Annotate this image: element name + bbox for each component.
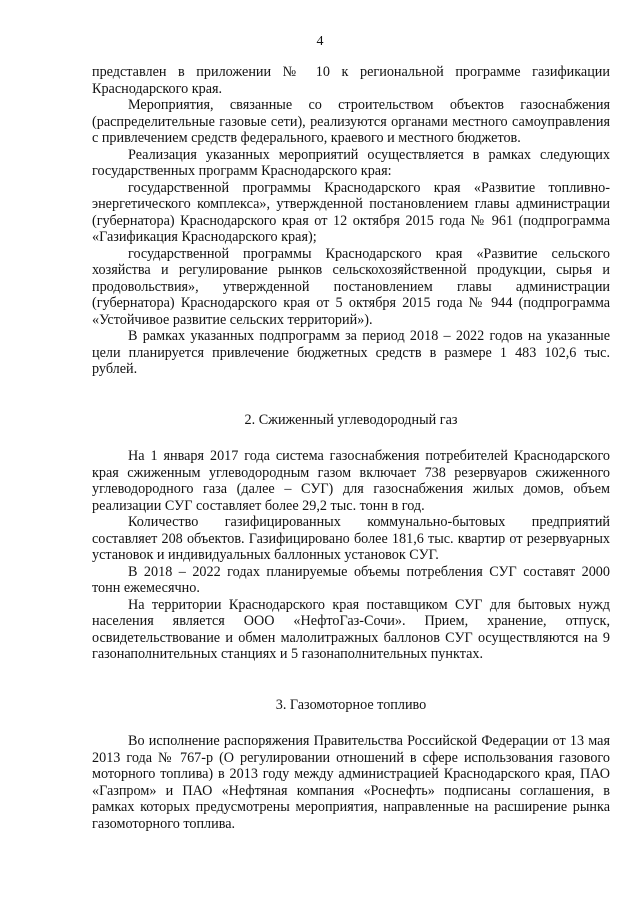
paragraph: Реализация указанных мероприятий осуществляется в рамках следующих государственных программ Краснодарского края: xyxy=(92,146,610,179)
paragraph: В 2018 – 2022 годах планируемые объемы потребления СУГ составят 2000 тонн ежемесячно. xyxy=(92,563,610,596)
section-heading: 3. Газомоторное топливо xyxy=(275,696,427,713)
list-item: государственной программы Краснодарского края «Развитие сельского хозяйства и регулирование рынков сельскохозяйственной продукции, сырья и продовольствия», утвержденной постановлением главы администрации (губернатора) Краснодарского края от 5 октября 2015 года № 944 (подпрограмма «Устойчивое развитие сельских территорий»). xyxy=(92,245,610,328)
paragraph: На территории Краснодарского края поставщиком СУГ для бытовых нужд населения является ООО «НефтоГаз-Сочи». Прием, хранение, отпуск, освидетельствование и обмен малолитражных баллонов СУГ осуществляются на 9 газонаполнительных станциях и 5 газонаполнительных пунктах. xyxy=(92,596,610,662)
page-number: 4 xyxy=(316,34,324,49)
paragraph: представлен в приложении № 10 к региональной программе газификации Краснодарского края. xyxy=(92,64,610,97)
section-heading: 2. Сжиженный углеводородный газ xyxy=(244,411,458,428)
list-item: государственной программы Краснодарского края «Развитие топливно-энергетического комплекса», утвержденной постановлением главы администрации (губернатора) Краснодарского края от 12 октября 2015 года № 961 (подпрограмма «Газификация Краснодарского края); xyxy=(92,179,610,245)
paragraph: Во исполнение распоряжения Правительства Российской Федерации от 13 мая 2013 года № 767-р (О регулировании отношений в сфере использования газового моторного топлива) в 2013 году между администрацией Краснодарского края, ПАО «Газпром» и ПАО «Нефтяная компания «Роснефть» подписаны соглашения, в рамках которых предусмотрены мероприятия, направленные на расширение рынка газомоторного топлива. xyxy=(92,733,610,832)
document-body xyxy=(92,64,610,832)
paragraph: Количество газифицированных коммунально-бытовых предприятий составляет 208 объектов. Газифицировано более 181,6 тыс. квартир от резервуарных установок и индивидуальных баллонных установок СУГ. xyxy=(92,514,610,563)
paragraph: Мероприятия, связанные со строительством объектов газоснабжения (распределительные газовые сети), реализуются органами местного самоуправления с привлечением средств федерального, краевого и местного бюджетов. xyxy=(92,97,610,146)
paragraph: В рамках указанных подпрограмм за период 2018 – 2022 годов на указанные цели планируется привлечение бюджетных средств в размере 1 483 102,6 тыс. рублей. xyxy=(92,328,610,377)
paragraph: На 1 января 2017 года система газоснабжения потребителей Краснодарского края сжиженным углеводородным газом включает 738 резервуаров сжиженного углеводородного газа (далее – СУГ) для газоснабжения жилых домов, объем реализации СУГ составляет более 29,2 тыс. тонн в год. xyxy=(92,448,610,514)
